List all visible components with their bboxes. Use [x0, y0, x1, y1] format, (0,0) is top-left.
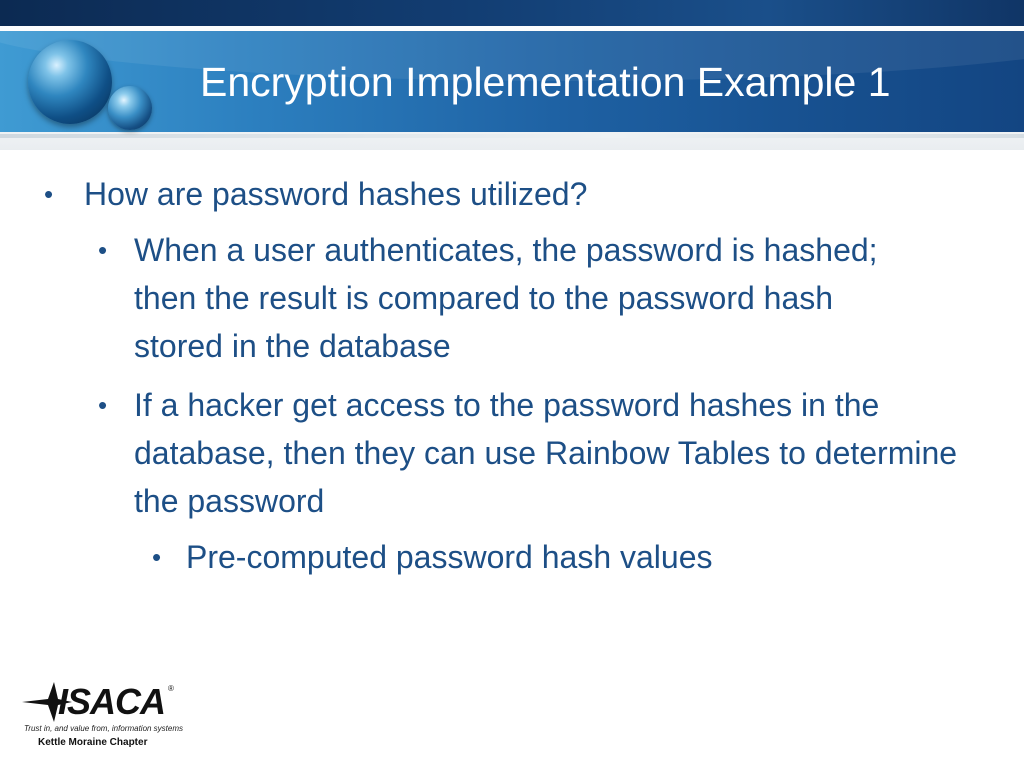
logo-chapter-name: Kettle Moraine Chapter — [38, 737, 148, 748]
bullet-text: Pre-computed password hash values — [186, 539, 713, 575]
bullet-text: If a hacker get access to the password hashes in the database, then they can use Rainbow Tables to determine the password — [134, 387, 958, 519]
bullet-marker: • — [152, 542, 162, 572]
bullet-marker: • — [44, 179, 54, 209]
bullet-item-level3 — [152, 533, 966, 581]
bullet-text: When a user authenticates, the password is hashed; then the result is compared to the password hash stored in the database — [134, 232, 878, 364]
bullet-item-level2 — [98, 381, 964, 525]
logo-registered-mark: ® — [168, 684, 174, 693]
bullet-item-level1 — [44, 170, 984, 218]
logo-tagline: Trust in, and value from, information systems — [24, 724, 184, 733]
bullet-item-level2 — [98, 226, 924, 370]
isaca-logo — [14, 680, 184, 752]
bullet-marker: • — [98, 390, 108, 420]
logo-wordmark: ISACA — [58, 681, 166, 722]
bullet-marker: • — [98, 235, 108, 265]
slide-title: Encryption Implementation Example 1 — [200, 59, 891, 105]
bullet-text: How are password hashes utilized? — [84, 176, 588, 212]
